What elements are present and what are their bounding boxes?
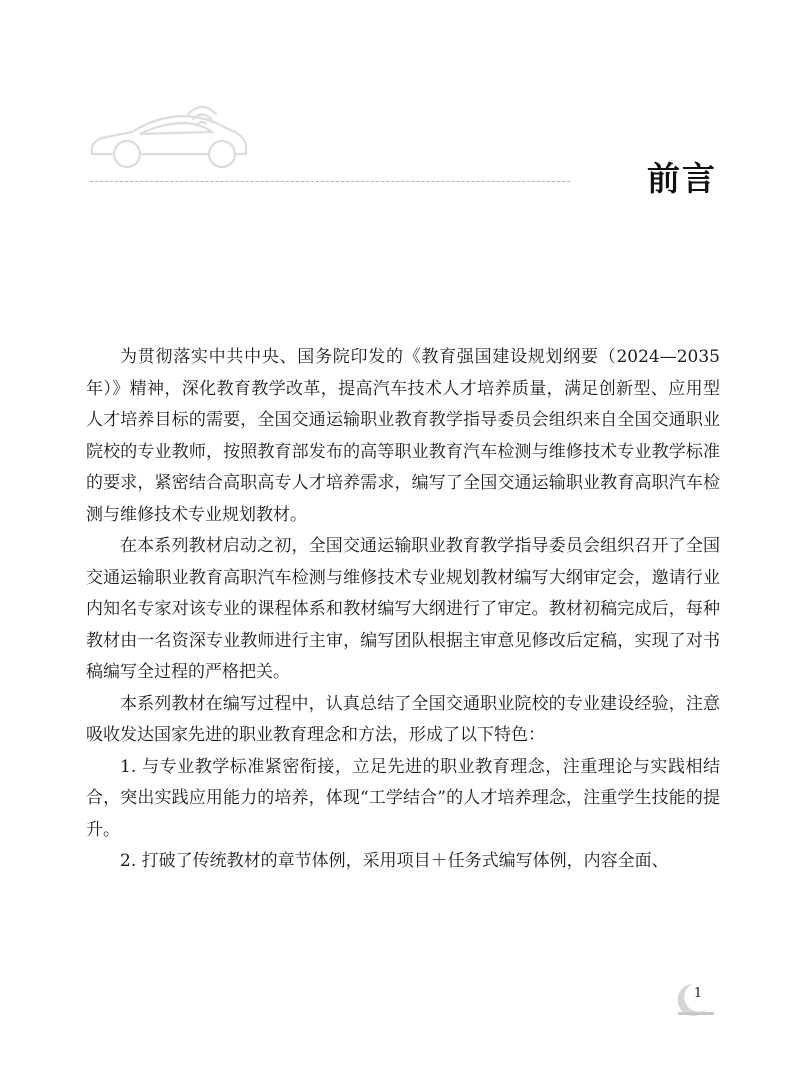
paragraph-4: 1. 与专业教学标准紧密衔接，立足先进的职业教育理念，注重理论与实践相结合，突出实践应用能力的培养，体现“工学结合”的人才培养理念，注重学生技能的提升。 [86,756,720,840]
header-divider [90,181,570,182]
paragraph-3: 本系列教材在编写过程中，认真总结了全国交通职业院校的专业建设经验，注意吸收发达国家先进的职业教育理念和方法，形成了以下特色： [86,693,720,745]
page-number: 1 [693,986,703,1001]
page-title: 前言 [647,159,717,198]
paragraph-2: 在本系列教材启动之初，全国交通运输职业教育教学指导委员会组织召开了全国交通运输职业教育高职汽车检测与维修技术专业规划教材编写大纲审定会，邀请行业内知名专家对该专业的课程体系和教材编写大纲进行了审定。教材初稿完成后，每种教材由一名资深专业教师进行主审，编写团队根据主审意见修改后定稿，实现了对书稿编写全过程的严格把关。 [86,536,720,682]
page-number-block [676,982,716,1016]
car-wifi-icon [84,92,254,178]
paragraph-1: 为贯彻落实中共中央、国务院印发的《教育强国建设规划纲要（2024—2035年）》精神，深化教育教学改革，提高汽车技术人才培养质量，满足创新型、应用型人才培养目标的需要，全国交通运输职业教育教学指导委员会组织来自全国交通职业院校的专业教师，按照教育部发布的高等职业教育汽车检测与维修技术专业教学标准的要求，紧密结合高职高专人才培养需求，编写了全国交通运输职业教育高职汽车检测与维修技术专业规划教材。 [86,347,720,525]
paragraph-5: 2. 打破了传统教材的章节体例，采用项目＋任务式编写体例，内容全面、 [120,851,669,871]
body-text [86,342,720,878]
